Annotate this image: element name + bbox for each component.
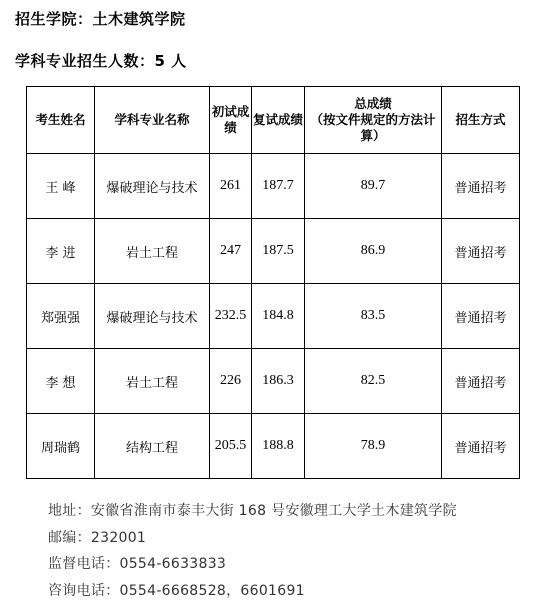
header-method: 招生方式 [442, 87, 520, 154]
cell-total: 89.7 [305, 154, 442, 219]
header-total-title: 总成绩 [354, 96, 392, 111]
cell-name: 王 峰 [27, 154, 95, 219]
header-name: 考生姓名 [27, 87, 95, 154]
cell-major: 爆破理论与技术 [95, 154, 210, 219]
cell-major: 结构工程 [95, 414, 210, 479]
cell-major: 爆破理论与技术 [95, 284, 210, 349]
cell-method: 普通招考 [442, 219, 520, 284]
table-row [27, 284, 520, 349]
header-total-score [305, 87, 442, 154]
cell-initial: 232.5 [210, 284, 252, 349]
cell-method: 普通招考 [442, 414, 520, 479]
admission-table [26, 86, 520, 479]
cell-major: 岩土工程 [95, 219, 210, 284]
table-row [27, 154, 520, 219]
cell-major: 岩土工程 [95, 349, 210, 414]
footer-consult-phone: 咨询电话：0554-6668528，6601691 [48, 583, 305, 599]
cell-name: 郑强强 [27, 284, 95, 349]
table-header-row [27, 87, 520, 154]
cell-initial: 226 [210, 349, 252, 414]
header-total-note: （按文件规定的方法计算） [310, 112, 436, 143]
cell-name: 周瑞鹤 [27, 414, 95, 479]
footer-supervise-phone: 监督电话：0554-6633833 [48, 556, 227, 572]
cell-total: 82.5 [305, 349, 442, 414]
cell-retest: 188.8 [252, 414, 305, 479]
college-heading: 招生学院：土木建筑学院 [15, 10, 186, 28]
cell-name: 李 想 [27, 349, 95, 414]
cell-method: 普通招考 [442, 154, 520, 219]
cell-method: 普通招考 [442, 349, 520, 414]
cell-name: 李 进 [27, 219, 95, 284]
cell-retest: 187.7 [252, 154, 305, 219]
cell-initial: 261 [210, 154, 252, 219]
header-initial-score: 初试成绩 [210, 87, 252, 154]
header-retest-score: 复试成绩 [252, 87, 305, 154]
enrollment-count: 学科专业招生人数：5 人 [15, 52, 187, 70]
cell-retest: 187.5 [252, 219, 305, 284]
cell-retest: 184.8 [252, 284, 305, 349]
cell-total: 83.5 [305, 284, 442, 349]
footer-zip: 邮编：232001 [48, 530, 147, 546]
cell-initial: 205.5 [210, 414, 252, 479]
table-row [27, 349, 520, 414]
header-major: 学科专业名称 [95, 87, 210, 154]
cell-retest: 186.3 [252, 349, 305, 414]
cell-method: 普通招考 [442, 284, 520, 349]
cell-initial: 247 [210, 219, 252, 284]
cell-total: 86.9 [305, 219, 442, 284]
table-row [27, 414, 520, 479]
cell-total: 78.9 [305, 414, 442, 479]
table-row [27, 219, 520, 284]
footer-address: 地址：安徽省淮南市泰丰大街 168 号安徽理工大学土木建筑学院 [48, 503, 457, 519]
